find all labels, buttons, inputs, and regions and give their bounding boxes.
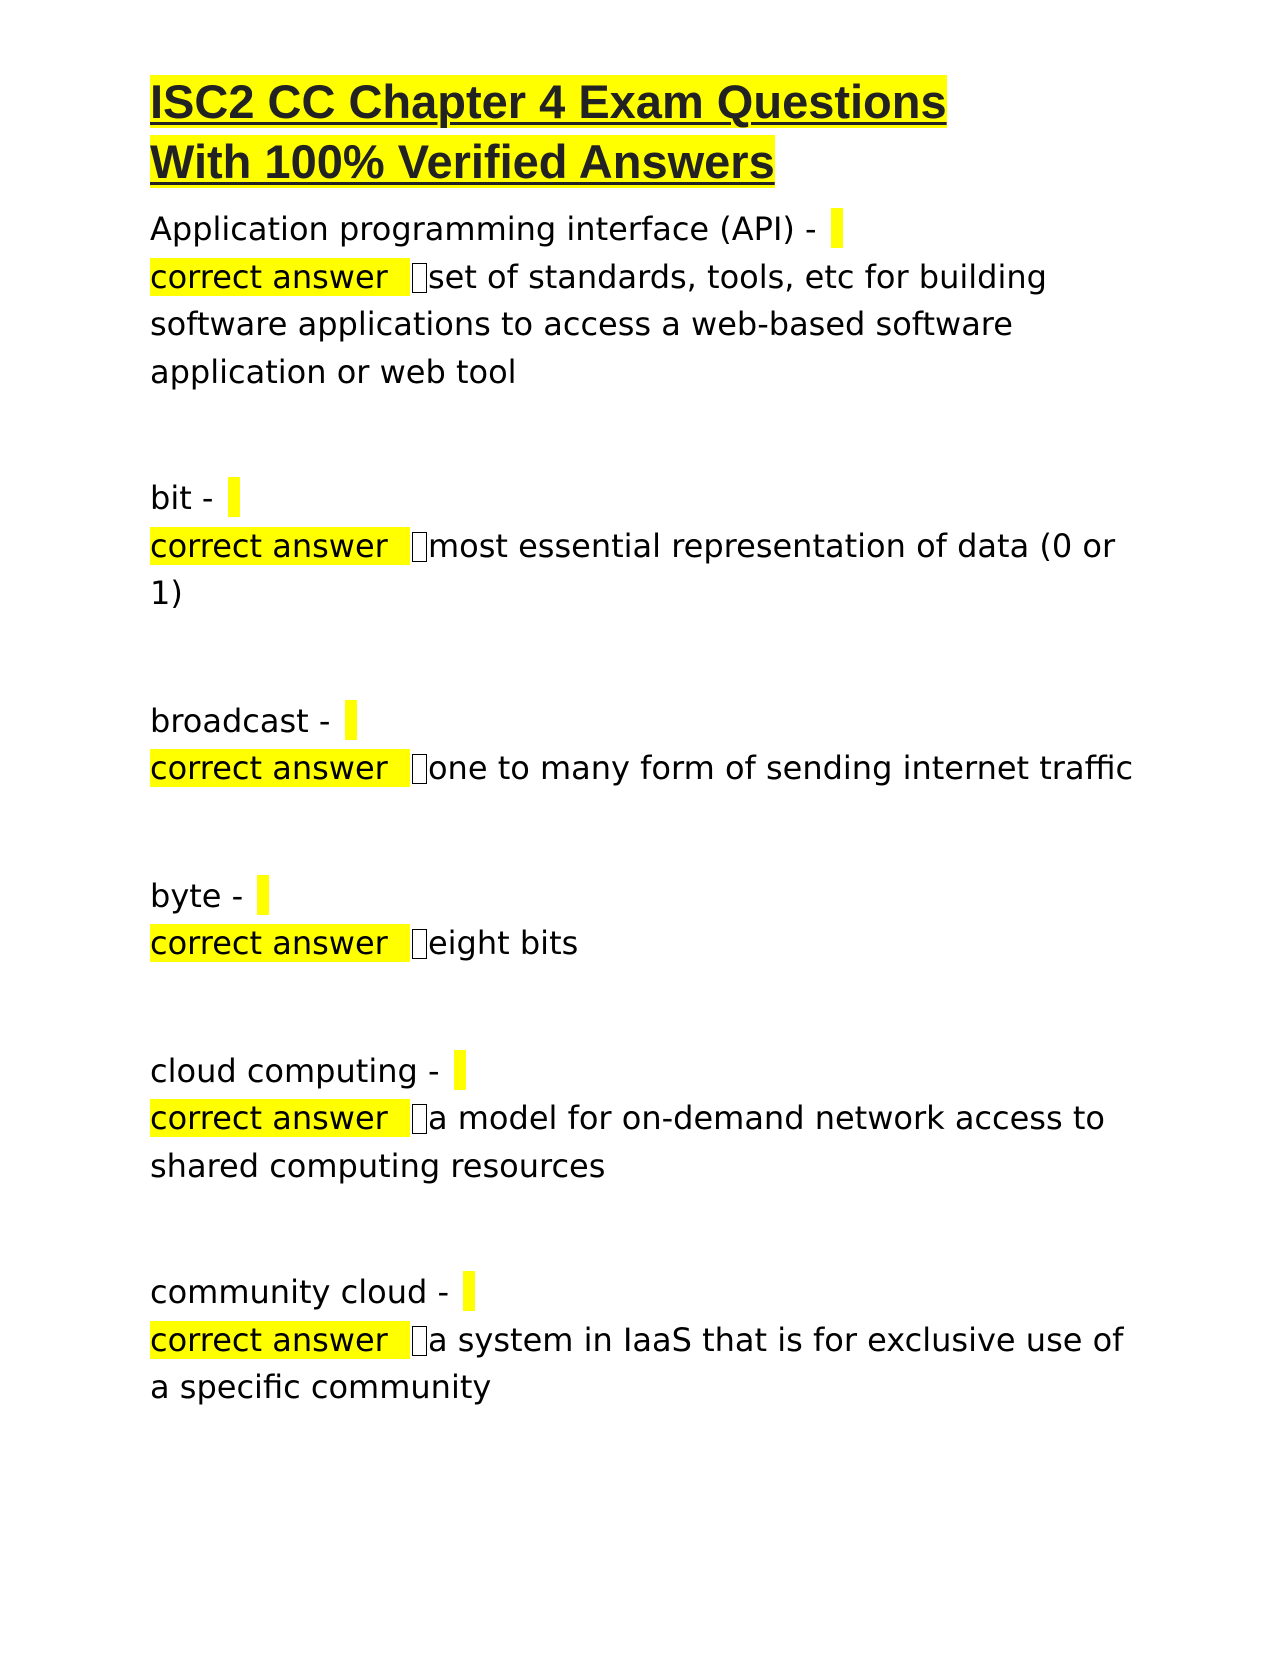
question-term: byte - — [150, 876, 254, 915]
highlight-mark — [257, 875, 269, 915]
answer-label: correct answer — [150, 1099, 410, 1137]
highlight-mark — [345, 700, 357, 740]
title-line-1: ISC2 CC Chapter 4 Exam Questions — [150, 75, 947, 128]
answer-label: correct answer — [150, 527, 410, 565]
missing-glyph-icon — [412, 263, 427, 293]
highlight-mark — [831, 208, 843, 248]
answer-label: correct answer — [150, 924, 410, 962]
highlight-mark — [463, 1271, 475, 1311]
document-title — [150, 72, 1150, 192]
answer-label: correct answer — [150, 749, 410, 787]
missing-glyph-icon — [412, 1104, 427, 1134]
qa-entry — [150, 698, 1150, 793]
question-term: community cloud - — [150, 1273, 460, 1311]
question-term: Application programming interface (API) - — [150, 210, 827, 248]
answer-text: most essential representation of data (0 or 1) — [150, 526, 1116, 612]
highlight-mark — [454, 1050, 466, 1090]
answer-text: a system in IaaS that is for exclusive use of a specific community — [150, 1320, 1124, 1406]
highlight-mark — [228, 477, 240, 517]
question-term: broadcast - — [150, 701, 341, 740]
qa-entry — [150, 475, 1150, 618]
answer-text: set of standards, tools, etc for building software applications to access a web-based software application or web tool — [150, 257, 1047, 391]
answer-text: a model for on-demand network access to shared computing resources — [150, 1099, 1105, 1185]
qa-entry — [150, 206, 1150, 396]
qa-entry — [150, 873, 1150, 968]
missing-glyph-icon — [412, 1326, 427, 1356]
answer-text: eight bits — [427, 924, 579, 962]
question-term: cloud computing - — [150, 1051, 450, 1090]
qa-entry — [150, 1269, 1150, 1412]
missing-glyph-icon — [412, 929, 427, 959]
missing-glyph-icon — [412, 754, 427, 784]
answer-text: one to many form of sending internet traffic — [427, 749, 1134, 787]
missing-glyph-icon — [412, 532, 427, 562]
qa-entry — [150, 1048, 1150, 1191]
title-line-2: With 100% Verified Answers — [150, 135, 775, 188]
question-term: bit - — [150, 479, 224, 517]
answer-label: correct answer — [150, 258, 410, 296]
document-page — [150, 72, 1150, 1412]
answer-label: correct answer — [150, 1321, 410, 1359]
